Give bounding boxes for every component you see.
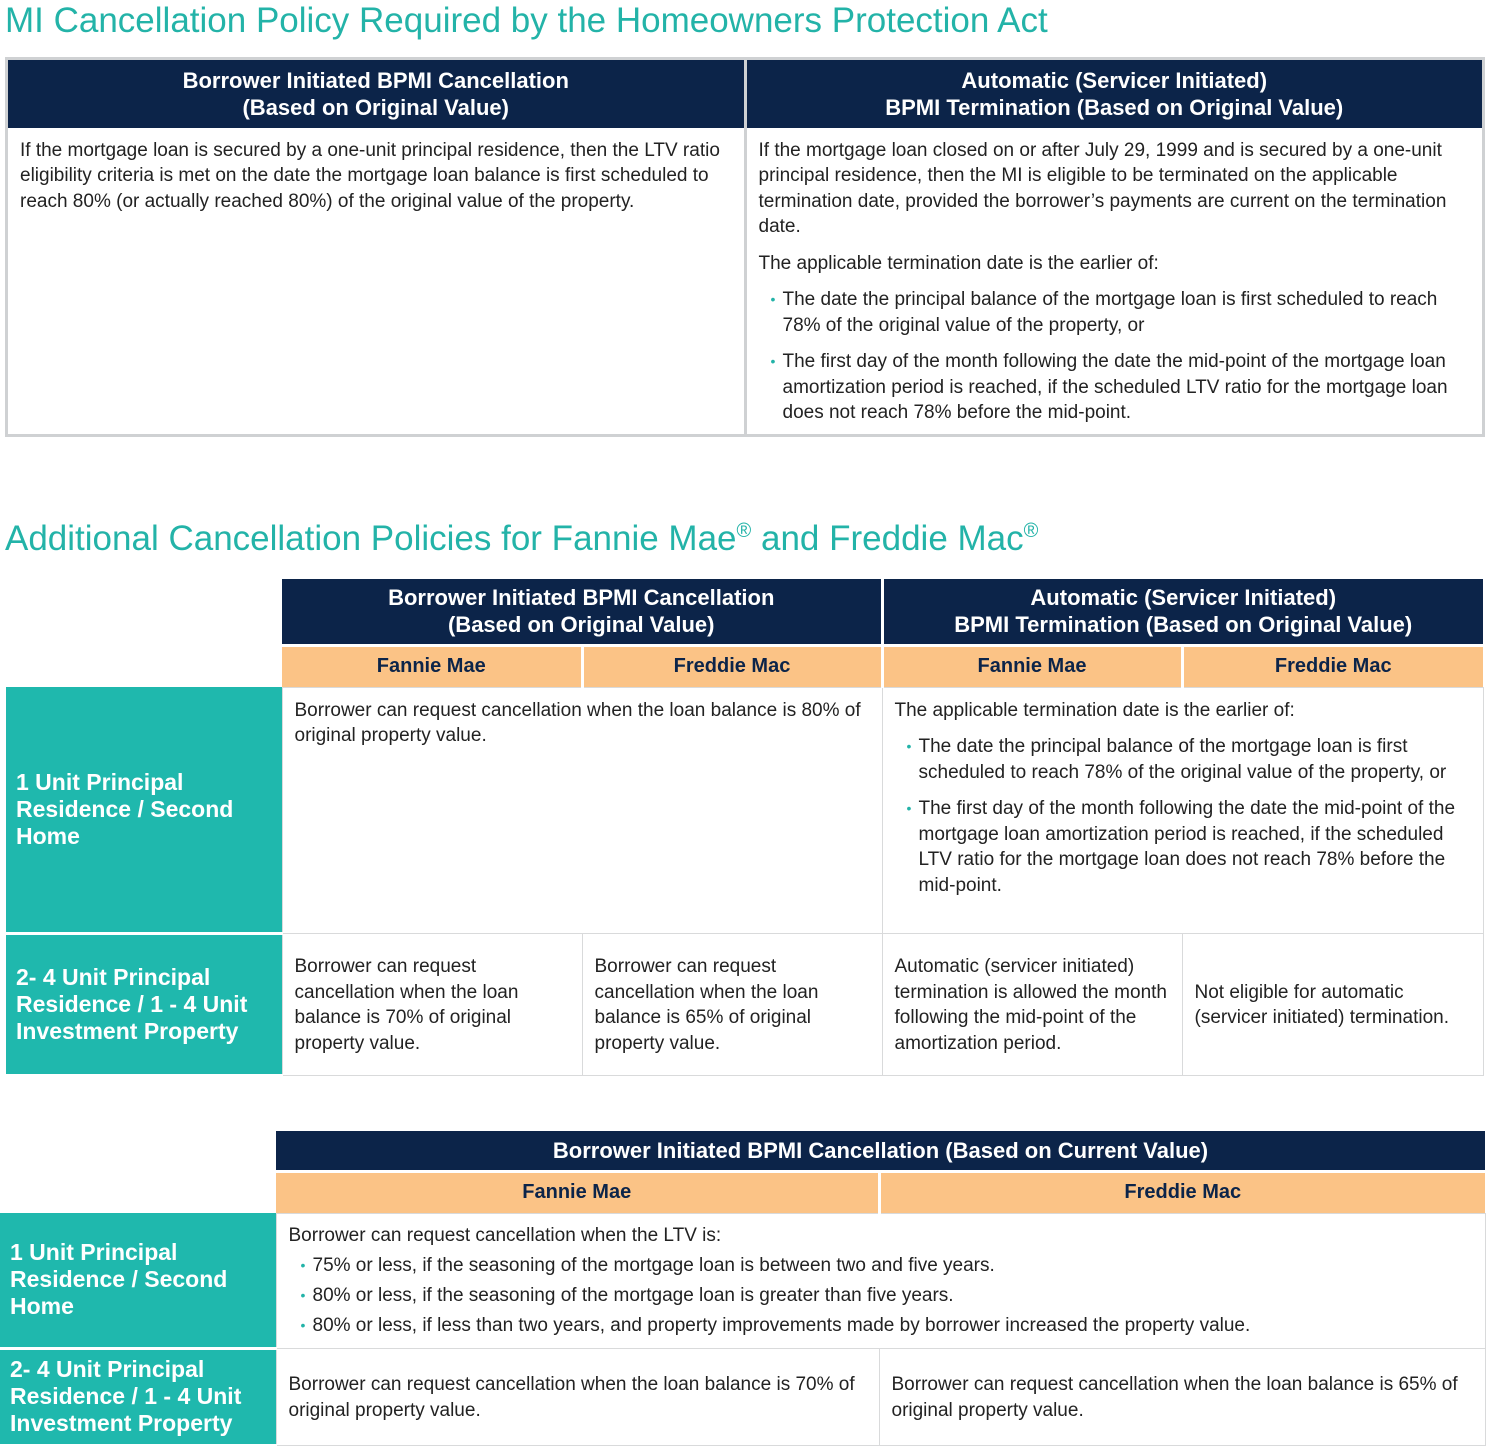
- corner-cell: [0, 1131, 276, 1171]
- header-line: (Based on Original Value): [242, 94, 509, 120]
- list-item: • The first day of the month following the date the mid-point of the mortgage loan amortization period is reached, if the scheduled LTV ratio for the mortgage loan does not reach 78% before the mid-point.: [895, 796, 1471, 898]
- cell-text: Borrower can request cancellation when the loan balance is 80% of original property value.: [294, 699, 861, 746]
- freddie-mac-subheader: Freddie Mac: [582, 645, 882, 687]
- header-line: BPMI Termination (Based on Original Value): [885, 94, 1344, 120]
- row2-freddie-automatic-cell: [1182, 933, 1483, 1075]
- freddie-mac-subheader: Freddie Mac: [1182, 645, 1483, 687]
- header-line: BPMI Termination (Based on Original Value): [954, 612, 1413, 638]
- list-item: • The date the principal balance of the mortgage loan is first scheduled to reach 78% of the original value of the property, or: [759, 287, 1471, 338]
- row1-borrower-cell: [282, 687, 882, 933]
- corner-cell: [0, 1171, 276, 1213]
- row2-freddie-borrower-cell: [582, 933, 882, 1075]
- row2-freddie-cell: [879, 1348, 1485, 1445]
- list-item: • 80% or less, if less than two years, and property improvements made by borrower increased the property value.: [289, 1311, 1473, 1340]
- corner-cell: [6, 579, 282, 645]
- gse-original-value-table: [6, 579, 1484, 1077]
- header-line: Automatic (Servicer Initiated): [961, 67, 1268, 93]
- header-line: Borrower Initiated BPMI Cancellation: [182, 67, 569, 93]
- list-item: • 75% or less, if the seasoning of the mortgage loan is between two and five years.: [289, 1251, 1473, 1280]
- automatic-termination-cell: [745, 128, 1484, 436]
- termination-date-list: [759, 287, 1471, 426]
- ltv-criteria-list: [289, 1251, 1473, 1340]
- borrower-initiated-cell: [7, 128, 746, 436]
- section2-title: [5, 519, 1038, 559]
- list-item: • The date the principal balance of the mortgage loan is first scheduled to reach 78% of the original value of the property, or: [895, 734, 1471, 785]
- list-item: • 80% or less, if the seasoning of the mortgage loan is greater than five years.: [289, 1281, 1473, 1310]
- automatic-termination-header: [882, 579, 1483, 645]
- header-line: Borrower Initiated BPMI Cancellation: [388, 585, 775, 611]
- fannie-mae-subheader: Fannie Mae: [282, 645, 582, 687]
- borrower-initiated-header: [7, 59, 746, 128]
- cell-intro: The applicable termination date is the earlier of:: [894, 699, 1295, 721]
- cell-intro: Borrower can request cancellation when the LTV is:: [288, 1224, 722, 1246]
- gse-current-value-table: [0, 1131, 1486, 1447]
- cell-text: Borrower can request cancellation when the loan balance is 65% of original property value.: [594, 956, 819, 1054]
- row2-fannie-borrower-cell: [282, 933, 582, 1075]
- cell-intro: The applicable termination date is the earlier of:: [758, 252, 1159, 274]
- cell-text: Not eligible for automatic (servicer initiated) termination.: [1194, 981, 1449, 1028]
- fannie-mae-subheader: Fannie Mae: [882, 645, 1182, 687]
- cell-text: Automatic (servicer initiated) termination is allowed the month following the mid-point of the amortization period.: [894, 956, 1167, 1054]
- header-line: Automatic (Servicer Initiated): [1030, 585, 1337, 611]
- corner-cell: [6, 645, 282, 687]
- cell-text: Borrower can request cancellation when the loan balance is 70% of original property value.: [294, 956, 519, 1054]
- current-value-header: Borrower Initiated BPMI Cancellation (Based on Current Value): [276, 1131, 1485, 1171]
- cell-text: If the mortgage loan is secured by a one-unit principal residence, then the LTV ratio eligibility criteria is met on the date the mortgage loan balance is first scheduled to reach 80% (or actually reached 80%) of the original value of the property.: [20, 139, 720, 212]
- freddie-mac-subheader: Freddie Mac: [879, 1171, 1485, 1213]
- cell-text: Borrower can request cancellation when the loan balance is 70% of original property value.: [288, 1374, 855, 1421]
- cell-text: If the mortgage loan closed on or after July 29, 1999 and is secured by a one-unit principal residence, then the MI is eligible to be terminated on the applicable termination date, provided the borrower’s payments are current on the termination date.: [758, 139, 1447, 237]
- row-label-1-unit: 1 Unit Principal Residence / Second Home: [6, 687, 282, 933]
- section1-title: MI Cancellation Policy Required by the Homeowners Protection Act: [5, 1, 1048, 40]
- row2-fannie-automatic-cell: [882, 933, 1182, 1075]
- row1-ltv-cell: [276, 1213, 1485, 1348]
- hpa-policy-table: [5, 57, 1485, 437]
- row-label-2-4-unit: 2- 4 Unit Principal Residence / 1 - 4 Unit Investment Property: [6, 933, 282, 1075]
- registered-mark: ®: [1023, 520, 1039, 542]
- row-label-1-unit: 1 Unit Principal Residence / Second Home: [0, 1213, 276, 1348]
- row1-automatic-cell: [882, 687, 1483, 933]
- row2-fannie-cell: [276, 1348, 879, 1445]
- cell-text: Borrower can request cancellation when the loan balance is 65% of original property value.: [891, 1374, 1458, 1421]
- fannie-mae-subheader: Fannie Mae: [276, 1171, 879, 1213]
- automatic-termination-header: [745, 59, 1484, 128]
- termination-date-list: [895, 734, 1471, 898]
- header-line: (Based on Original Value): [447, 612, 715, 638]
- title-text: Additional Cancellation Policies for Fannie Mae: [5, 519, 737, 558]
- title-text: and Freddie Mac: [751, 519, 1024, 558]
- row-label-2-4-unit: 2- 4 Unit Principal Residence / 1 - 4 Unit Investment Property: [0, 1348, 276, 1445]
- borrower-initiated-header: [282, 579, 882, 645]
- list-item: • The first day of the month following the date the mid-point of the mortgage loan amortization period is reached, if the scheduled LTV ratio for the mortgage loan does not reach 78% before the mid-point.: [759, 349, 1471, 426]
- registered-mark: ®: [736, 520, 752, 542]
